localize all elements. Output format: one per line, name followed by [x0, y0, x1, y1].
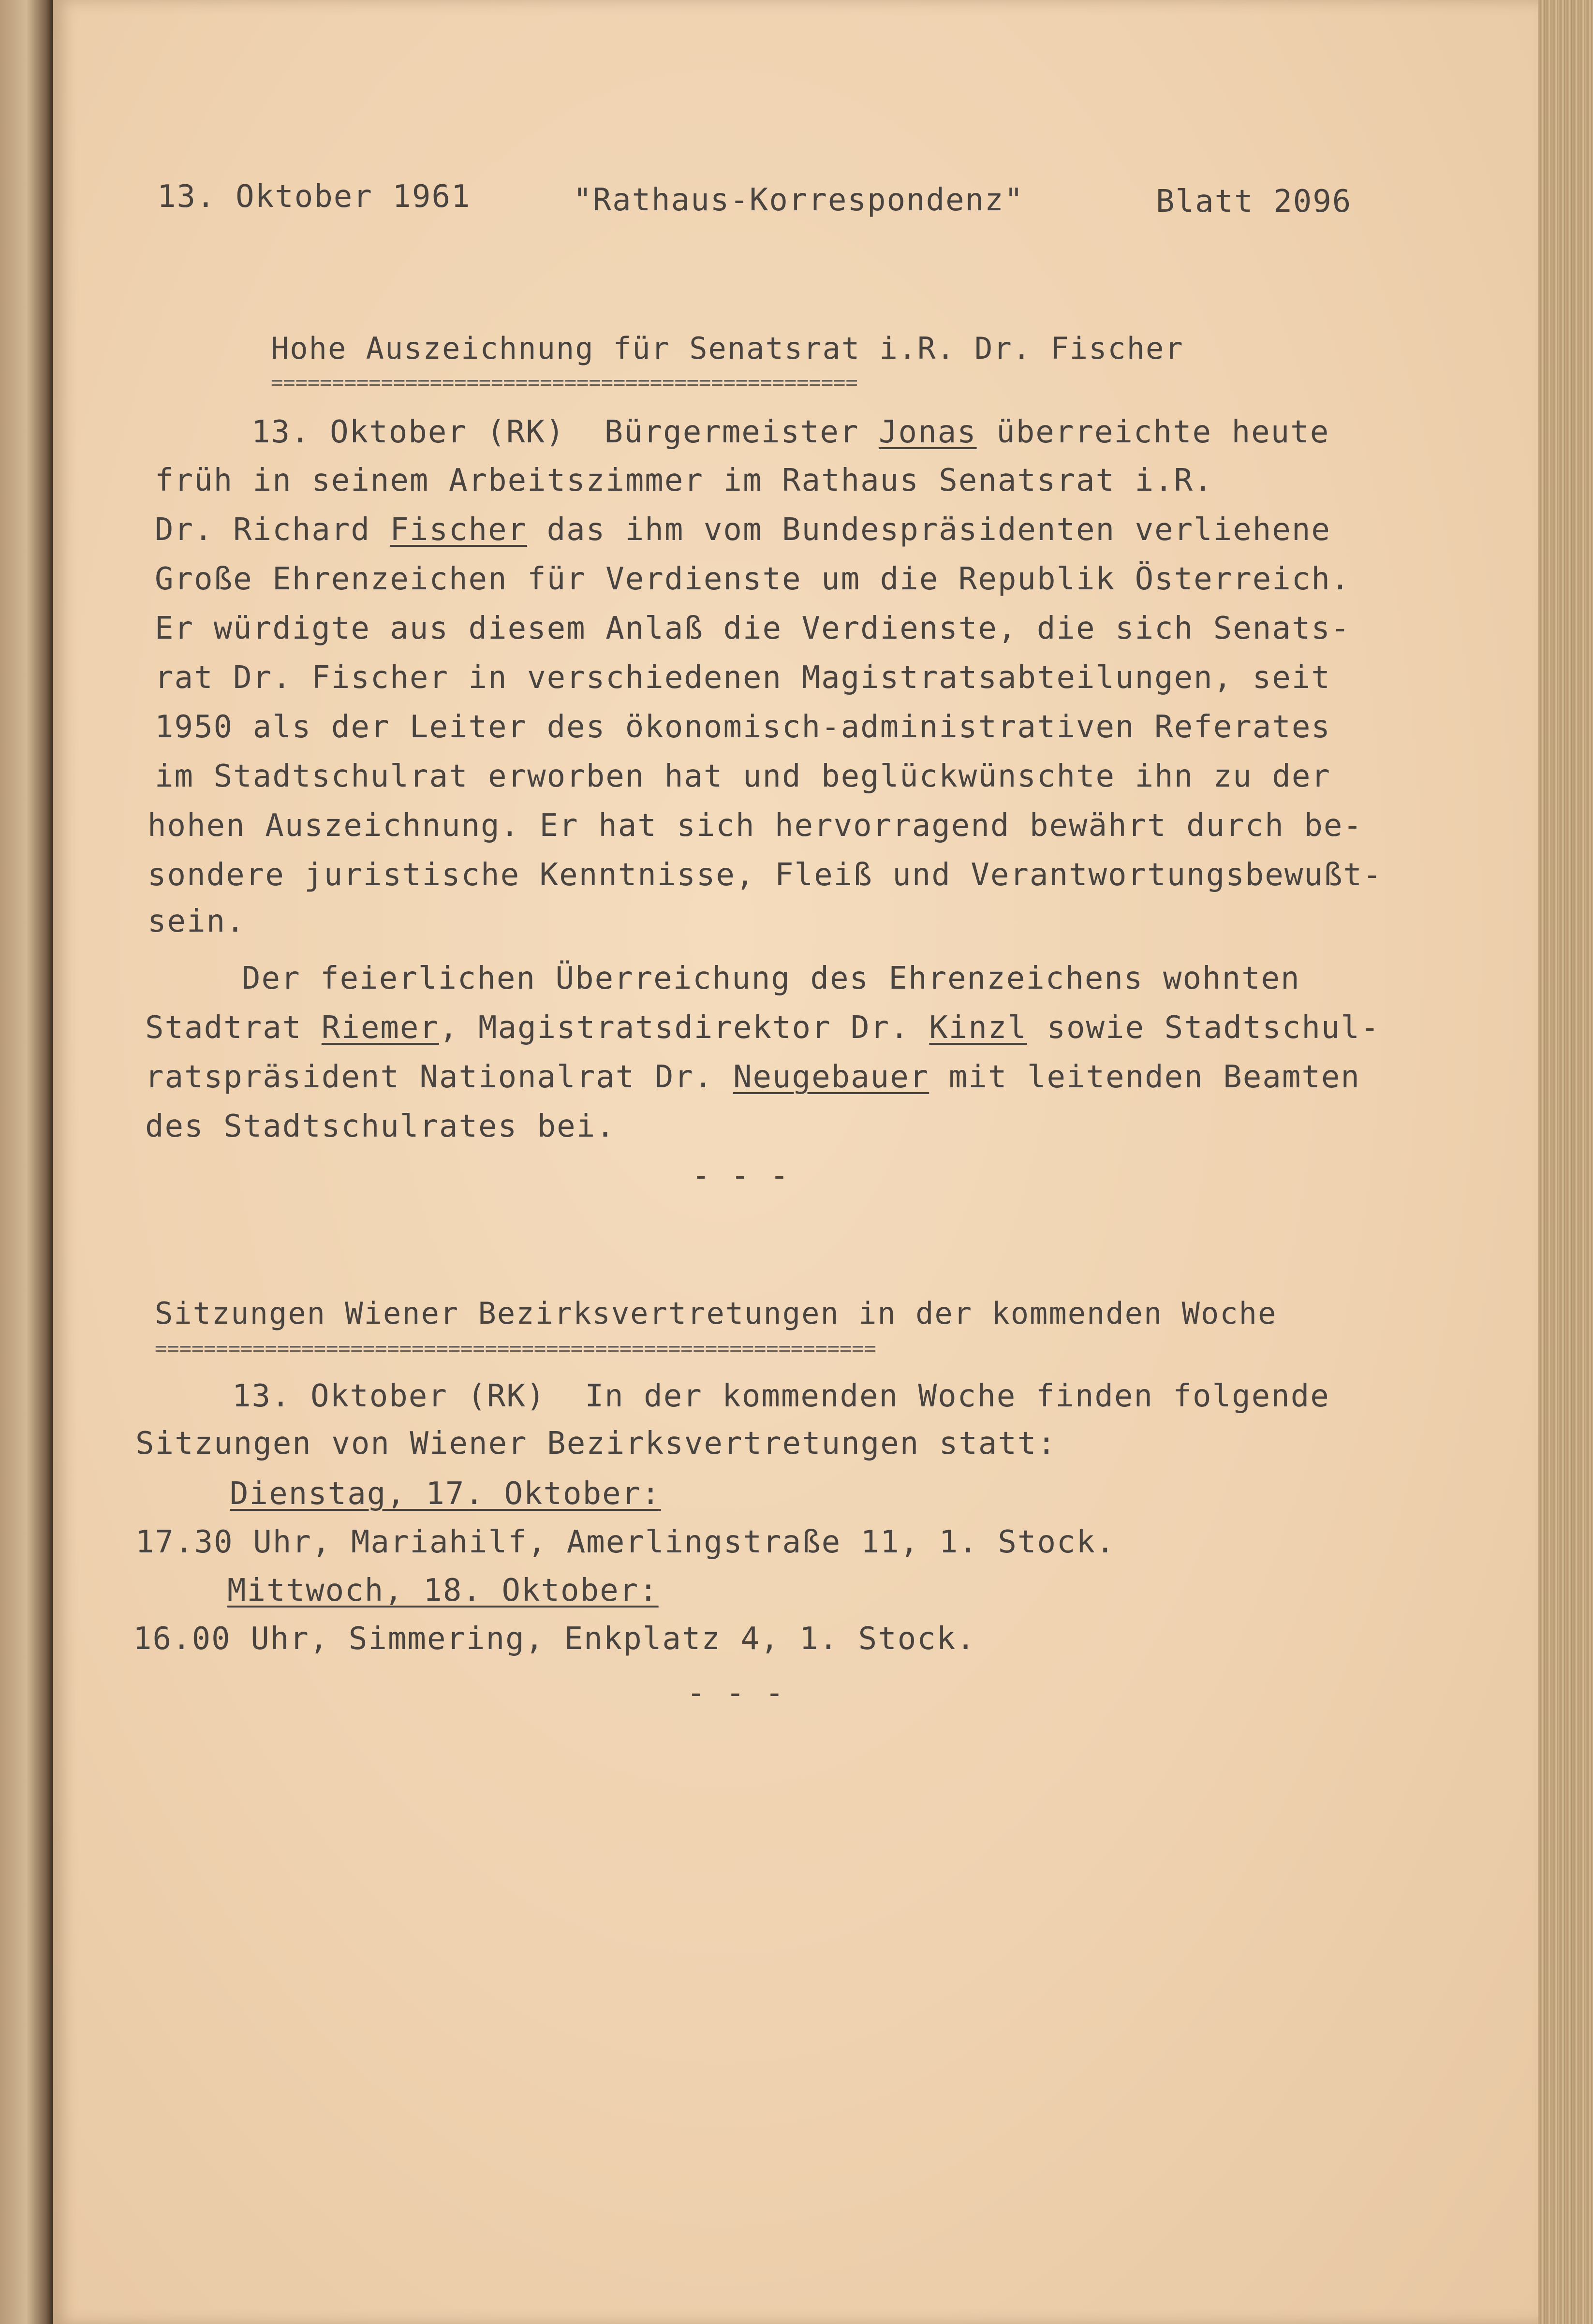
article2-entry-tuesday: 17.30 Uhr, Mariahilf, Amerlingstraße 11, 1. Stock.	[135, 1524, 1116, 1560]
article2-separator: - - -	[687, 1675, 785, 1711]
article1-title-rule: ================================================	[271, 372, 858, 393]
article1-title: Hohe Auszeichnung für Senatsrat i.R. Dr. Fischer	[271, 331, 1184, 366]
article1-para2-line-2: Stadtrat Riemer, Magistratsdirektor Dr. Kinzl sowie Stadtschul-	[145, 1010, 1380, 1046]
article1-line-10: sondere juristische Kenntnisse, Fleiß und Verantwortungsbewußt-	[148, 857, 1383, 893]
article1-para2-line-3: ratspräsident Nationalrat Dr. Neugebauer mit leitenden Beamten	[145, 1059, 1360, 1095]
article2-day-tuesday: Dienstag, 17. Oktober:	[230, 1476, 661, 1512]
name-jonas: Jonas	[879, 414, 977, 450]
header-sheet-number: Blatt 2096	[1156, 184, 1352, 219]
article2-title-rule: ===========================================================	[155, 1338, 876, 1359]
article1-line-11: sein.	[148, 904, 246, 939]
article1-line-3: Dr. Richard Fischer das ihm vom Bundespräsidenten verliehene	[155, 512, 1331, 548]
header-date: 13. Oktober 1961	[157, 179, 471, 215]
article1-line-1: 13. Oktober (RK) Bürgermeister Jonas überreichte heute	[251, 414, 1330, 450]
article1-line-5: Er würdigte aus diesem Anlaß die Verdienste, die sich Senats-	[155, 611, 1351, 646]
name-neugebauer: Neugebauer	[733, 1059, 929, 1095]
name-fischer: Fischer	[390, 512, 528, 548]
article1-line-2: früh in seinem Arbeitszimmer im Rathaus Senatsrat i.R.	[155, 463, 1213, 498]
article2-line-1: 13. Oktober (RK) In der kommenden Woche finden folgende	[232, 1378, 1330, 1414]
article1-line-7: 1950 als der Leiter des ökonomisch-administrativen Referates	[155, 709, 1331, 745]
article2-entry-wednesday: 16.00 Uhr, Simmering, Enkplatz 4, 1. Stock.	[133, 1621, 976, 1657]
article1-para2-line-4: des Stadtschulrates bei.	[145, 1109, 616, 1144]
article1-line-8: im Stadtschulrat erworben hat und beglückwünschte ihn zu der	[155, 759, 1331, 794]
article1-line-9: hohen Auszeichnung. Er hat sich hervorragend bewährt durch be-	[148, 808, 1363, 844]
header-publication: "Rathaus-Korrespondenz"	[573, 182, 1024, 218]
article1-line-4: Große Ehrenzeichen für Verdienste um die Republik Österreich.	[155, 561, 1351, 597]
name-kinzl: Kinzl	[929, 1010, 1027, 1046]
article2-title: Sitzungen Wiener Bezirksvertretungen in der kommenden Woche	[155, 1296, 1277, 1331]
article2-day-wednesday: Mittwoch, 18. Oktober:	[227, 1573, 659, 1608]
article2-line-2: Sitzungen von Wiener Bezirksvertretungen statt:	[135, 1426, 1057, 1462]
article1-para2-line-1: Der feierlichen Überreichung des Ehrenzeichens wohnten	[242, 961, 1300, 996]
article1-separator: - - -	[692, 1158, 790, 1194]
name-riemer: Riemer	[321, 1010, 439, 1046]
page-stack-edge	[1538, 0, 1593, 2324]
article1-line-6: rat Dr. Fischer in verschiedenen Magistratsabteilungen, seit	[155, 660, 1331, 696]
left-page-edge	[0, 0, 53, 2324]
